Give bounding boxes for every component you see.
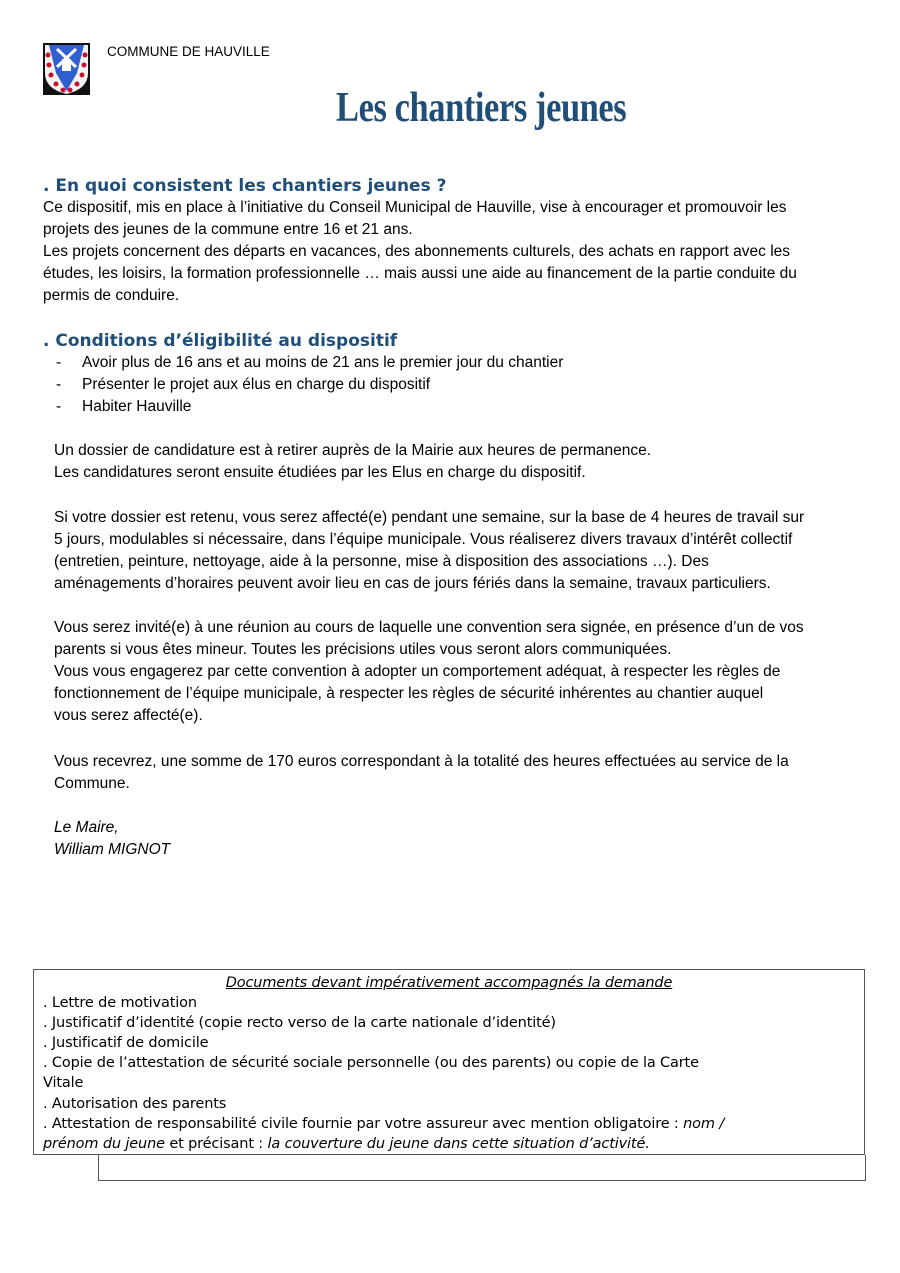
text-line: études, les loisirs, la formation professionnelle … mais aussi une aide au financement de la partie conduite du	[43, 265, 797, 282]
text-line: 5 jours, modulables si nécessaire, dans l’équipe municipale. Vous réaliserez divers travaux d’intérêt collectif	[54, 531, 793, 548]
bullet-marker: -	[56, 398, 62, 415]
required-documents-box	[33, 969, 865, 1155]
document-item: Vitale	[43, 1075, 84, 1091]
document-item: . Copie de l’attestation de sécurité sociale personnelle (ou des parents) ou copie de la Carte	[43, 1055, 699, 1071]
bullet-marker: -	[56, 354, 62, 371]
empty-table-row	[98, 1155, 866, 1181]
text-line: projets des jeunes de la commune entre 16 et 21 ans.	[43, 221, 413, 238]
text-line: aménagements d’horaires peuvent avoir lieu en cas de jours fériés dans la semaine, travaux particuliers.	[54, 575, 771, 592]
insurance-text-italic: la couverture du jeune dans cette situation d’activité.	[267, 1136, 650, 1152]
text-line: permis de conduire.	[43, 287, 180, 304]
commune-name: COMMUNE DE HAUVILLE	[107, 44, 270, 59]
bullet-item: Avoir plus de 16 ans et au moins de 21 ans le premier jour du chantier	[82, 354, 564, 371]
page-title: Les chantiers jeunes	[336, 85, 627, 131]
insurance-text: . Attestation de responsabilité civile fournie par votre assureur avec mention obligatoire :	[43, 1116, 684, 1132]
text-line: fonctionnement de l’équipe municipale, à respecter les règles de sécurité inhérentes au chantier auquel	[54, 685, 764, 702]
document-item-insurance	[43, 1114, 724, 1134]
text-line: Les candidatures seront ensuite étudiées par les Elus en charge du dispositif.	[54, 464, 586, 481]
text-line: Vous vous engagerez par cette convention à adopter un comportement adéquat, à respecter les règles de	[54, 663, 781, 680]
bullet-item: Habiter Hauville	[82, 398, 192, 415]
document-item: . Justificatif de domicile	[43, 1035, 209, 1051]
text-line: parents si vous êtes mineur. Toutes les précisions utiles vous seront alors communiquées.	[54, 641, 672, 658]
text-line: (entretien, peinture, nettoyage, aide à la personne, mise à disposition des associations …). Des	[54, 553, 709, 570]
coat-of-arms-logo	[43, 43, 90, 95]
document-item: . Lettre de motivation	[43, 995, 197, 1011]
text-line: Vous serez invité(e) à une réunion au cours de laquelle une convention sera signée, en présence d’un de vos	[54, 619, 804, 636]
text-line: Un dossier de candidature est à retirer auprès de la Mairie aux heures de permanence.	[54, 442, 652, 459]
insurance-text: et précisant :	[164, 1136, 268, 1152]
text-line: Les projets concernent des départs en vacances, des abonnements culturels, des achats en rapport avec les	[43, 243, 791, 260]
bullet-marker: -	[56, 376, 62, 393]
insurance-text-italic: prénom du jeune	[43, 1136, 165, 1152]
section-heading-eligibility: . Conditions d’éligibilité au dispositif	[43, 331, 398, 351]
text-line: Ce dispositif, mis en place à l’initiative du Conseil Municipal de Hauville, vise à encourager et promouvoir les	[43, 199, 787, 216]
section-heading-purpose: . En quoi consistent les chantiers jeunes ?	[43, 176, 447, 196]
signature-title: Le Maire,	[54, 819, 119, 836]
text-line: Si votre dossier est retenu, vous serez affecté(e) pendant une semaine, sur la base de 4 heures de travail sur	[54, 509, 805, 526]
text-line: Vous recevrez, une somme de 170 euros correspondant à la totalité des heures effectuées au service de la	[54, 753, 789, 770]
text-line: vous serez affecté(e).	[54, 707, 203, 724]
document-item: . Justificatif d’identité (copie recto verso de la carte nationale d’identité)	[43, 1015, 556, 1031]
document-item: . Autorisation des parents	[43, 1096, 227, 1112]
bullet-item: Présenter le projet aux élus en charge du dispositif	[82, 376, 431, 393]
text-line: Commune.	[54, 775, 130, 792]
documents-title: Documents devant impérativement accompagnés la demande	[225, 975, 673, 991]
document-item-insurance-cont	[43, 1134, 650, 1154]
insurance-text-italic: nom /	[683, 1116, 725, 1132]
signature-name: William MIGNOT	[54, 841, 171, 858]
